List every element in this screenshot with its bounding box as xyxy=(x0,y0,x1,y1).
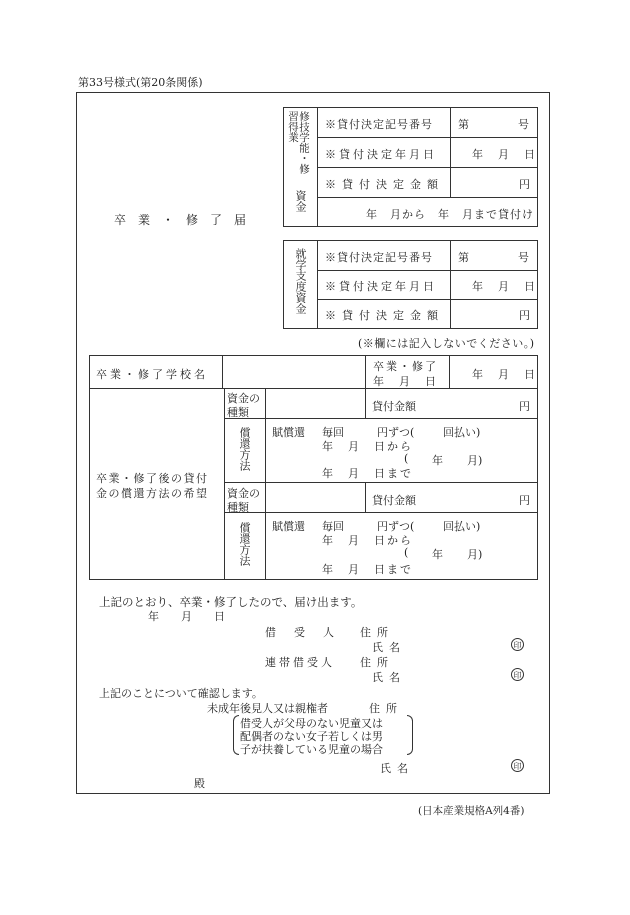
repay-years-2: 年 xyxy=(432,548,443,561)
hope-label-2: 金の償還方法の希望 xyxy=(96,487,209,500)
repay-from-1: 年 月 日から xyxy=(322,440,413,453)
category-label-1: 修技学能・修習得業 xyxy=(287,111,310,174)
loan-date-label: ※貸付決定年月日 xyxy=(325,148,437,161)
repay-type-1: 賦償還 xyxy=(272,426,305,439)
joint-borrower-label: 連帯借受人 xyxy=(265,656,335,669)
loan-number-label: ※貸付決定記号番号 xyxy=(325,118,433,131)
loan-number-prefix-2: 第 xyxy=(458,251,469,264)
guardian-note-1: 借受人が父母のない児童又は xyxy=(240,717,383,730)
borrower-seal-icon: 印 xyxy=(511,638,524,651)
loan-number-suffix-2: 号 xyxy=(518,251,529,264)
left-bracket-icon xyxy=(233,715,239,755)
repay-paren-2: ( xyxy=(404,546,409,559)
loan-number-prefix: 第 xyxy=(458,118,469,131)
loan-amount-unit-2: 円 xyxy=(519,309,530,322)
note: (※欄には記入しないでください。) xyxy=(358,337,535,350)
loan-number-suffix: 号 xyxy=(518,118,529,131)
fund-type-label-2a: 資金の xyxy=(227,487,260,500)
repay-count-1: 回払い) xyxy=(443,426,481,439)
loan-period: 年 月から 年 月まで貸付け xyxy=(366,208,534,221)
loan-amount-unit: 円 xyxy=(519,178,530,191)
guardian-note-2: 配偶者のない女子若しくは男 xyxy=(240,730,383,743)
yen-unit-2: 円 xyxy=(519,494,530,507)
date-line: 年 月 日 xyxy=(148,610,225,623)
repay-count-2: 回払い) xyxy=(443,520,481,533)
loan-amount-label-2: ※貸付決定金額 xyxy=(325,309,444,322)
school-label: 卒業・修了学校名 xyxy=(96,368,208,381)
category-label-2: 就学支度資金 xyxy=(294,248,307,314)
repay-method-label-1: 償還方法 xyxy=(238,427,251,471)
hope-label-1: 卒業・修了後の貸付 xyxy=(96,472,209,485)
repay-each-1: 毎回 xyxy=(322,426,344,439)
statement: 上記のとおり、卒業・修了したので、届け出ます。 xyxy=(99,595,363,609)
loan-number-label-2: ※貸付決定記号番号 xyxy=(325,251,433,264)
repay-amount-1: 円ずつ( xyxy=(377,426,415,439)
repay-until-1: 年 月 日まで xyxy=(322,467,413,480)
grad-date-value: 年 月 日 xyxy=(472,368,537,381)
loan-amount-label-4: 貸付金額 xyxy=(372,494,416,507)
repay-type-2: 賦償還 xyxy=(272,520,305,533)
form-title: 卒業・修了届 xyxy=(114,213,259,227)
repay-until-2: 年 月 日まで xyxy=(322,563,413,576)
category-label-1b: 資金 xyxy=(294,190,307,212)
guardian-label: 未成年後見人又は親権者 xyxy=(207,702,328,715)
borrower-name: 氏名 xyxy=(372,641,406,654)
repay-method-label-2: 償還方法 xyxy=(238,522,251,566)
guardian-note-3: 子が扶養している児童の場合 xyxy=(240,743,383,756)
confirm-statement: 上記のことについて確認します。 xyxy=(99,687,263,700)
guardian-address: 住所 xyxy=(369,702,403,715)
repay-months-1: 月) xyxy=(467,454,483,467)
grad-label-2: 年 月 日 xyxy=(373,375,438,388)
loan-date-label-2: ※貸付決定年月日 xyxy=(325,280,437,293)
addressee: 殿 xyxy=(194,777,205,790)
loan-amount-label-3: 貸付金額 xyxy=(372,400,416,413)
repay-paren-1: ( xyxy=(404,452,409,465)
loan-amount-label: ※貸付決定金額 xyxy=(325,178,444,191)
fund-type-label-1b: 種類 xyxy=(227,406,249,419)
joint-name: 氏名 xyxy=(372,671,406,684)
fund-type-label-1a: 資金の xyxy=(227,392,260,405)
grad-label-1: 卒業・修了 xyxy=(373,360,438,373)
right-bracket-icon xyxy=(407,715,413,755)
repay-each-2: 毎回 xyxy=(322,520,344,533)
repay-years-1: 年 xyxy=(432,454,443,467)
borrower-label: 借受人 xyxy=(265,626,352,639)
form-number: 第33号様式(第20条関係) xyxy=(78,76,203,89)
joint-seal-icon: 印 xyxy=(511,668,524,681)
paper-standard: (日本産業規格A列4番) xyxy=(418,805,525,817)
loan-date-value-2: 年 月 日 xyxy=(472,280,537,293)
fund-type-label-2b: 種類 xyxy=(227,501,249,514)
repay-amount-2: 円ずつ( xyxy=(377,520,415,533)
joint-address: 住所 xyxy=(360,656,394,669)
yen-unit-1: 円 xyxy=(519,400,530,413)
guardian-seal-icon: 印 xyxy=(511,759,524,772)
borrower-address: 住所 xyxy=(360,626,394,639)
guardian-name: 氏名 xyxy=(380,762,414,775)
repay-from-2: 年 月 日から xyxy=(322,534,413,547)
repay-months-2: 月) xyxy=(467,548,483,561)
loan-date-value: 年 月 日 xyxy=(472,148,537,161)
